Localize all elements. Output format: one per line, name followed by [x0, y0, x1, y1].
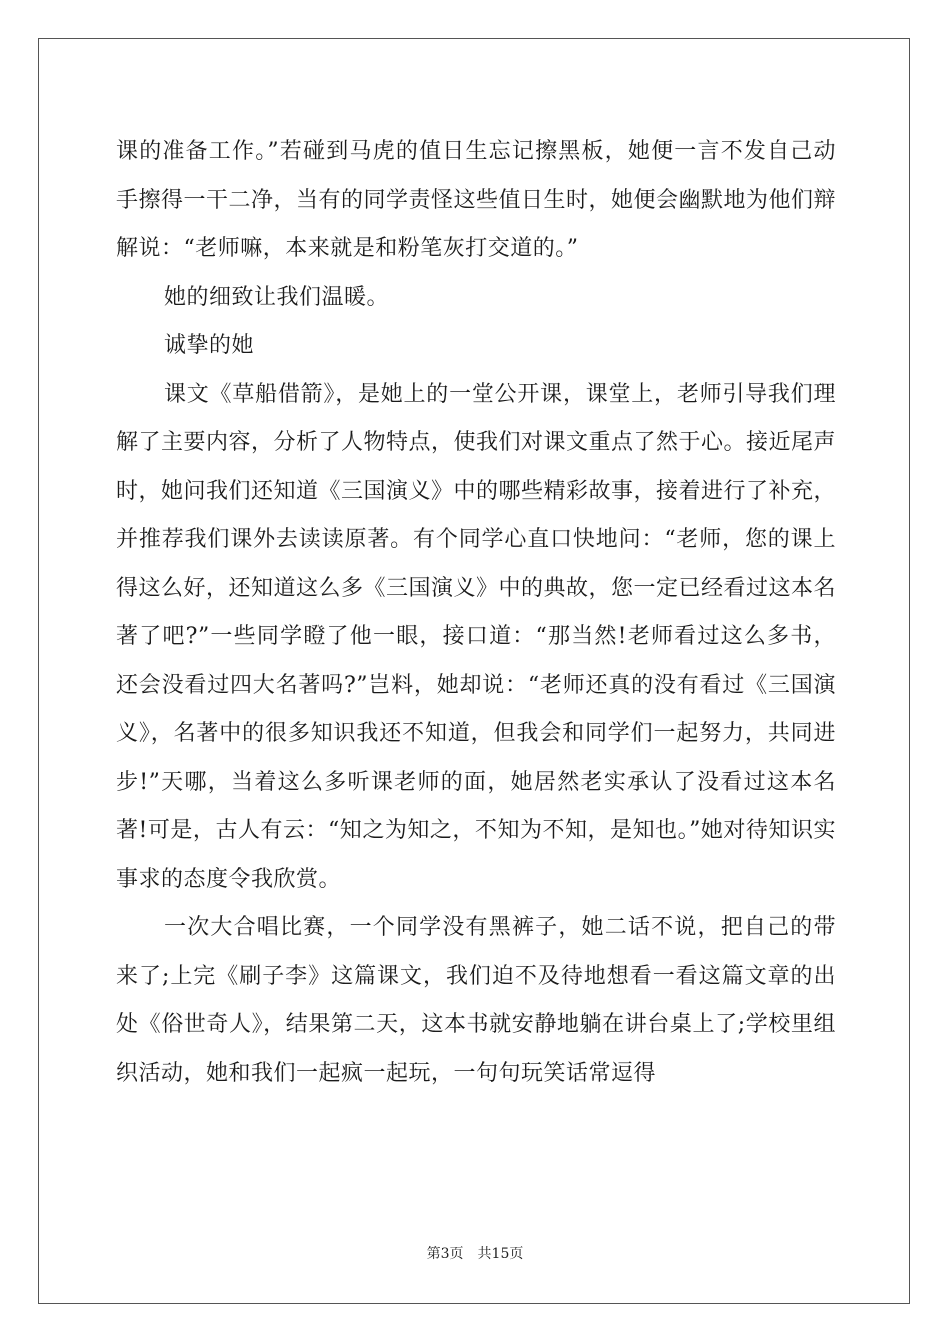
page-number-footer: 第3页 共15页	[426, 1246, 524, 1262]
paragraph-2: 她的细致让我们温暖。	[164, 284, 390, 310]
paragraph-1: 课的准备工作。”若碰到马虎的值日生忘记擦黑板，她便一言不发自己动手擦得一干二净，当有的同学责怪这些值日生时，她便会幽默地为他们辩解说：“老师嘛，本来就是和粉笔灰打交道的。”	[116, 139, 837, 261]
paragraph-4: 一次大合唱比赛，一个同学没有黑裤子，她二话不说，把自己的带来了;上完《刷子李》这篇课文，我们迫不及待地想看一看这篇文章的出处《俗世奇人》，结果第二天，这本书就安静地躺在讲台桌上了;学校里组织活动，她和我们一起疯一起玩，一句句玩笑话常逗得	[116, 915, 836, 1086]
document-body	[116, 128, 836, 1098]
section-heading: 诚挚的她	[164, 333, 255, 358]
paragraph-3: 课文《草船借箭》，是她上的一堂公开课，课堂上，老师引导我们理解了主要内容，分析了人物特点，使我们对课文重点了然于心。接近尾声时，她问我们还知道《三国演义》中的哪些精彩故事，接着进行了补充，并推荐我们课外去读读原著。有个同学心直口快地问：“老师，您的课上得这么好，还知道这么多《三国演义》中的典故，您一定已经看过这本名著了吧?”一些同学瞪了他一眼，接口道：“那当然!老师看过这么多书，还会没看过四大名著吗?”岂料，她却说：“老师还真的没有看过《三国演义》，名著中的很多知识我还不知道，但我会和同学们一起努力，共同进步!”天哪，当着这么多听课老师的面，她居然老实承认了没看过这本名著!可是，古人有云：“知之为知之，不知为不知，是知也。”她对待知识实事求的态度令我欣赏。	[116, 381, 837, 892]
